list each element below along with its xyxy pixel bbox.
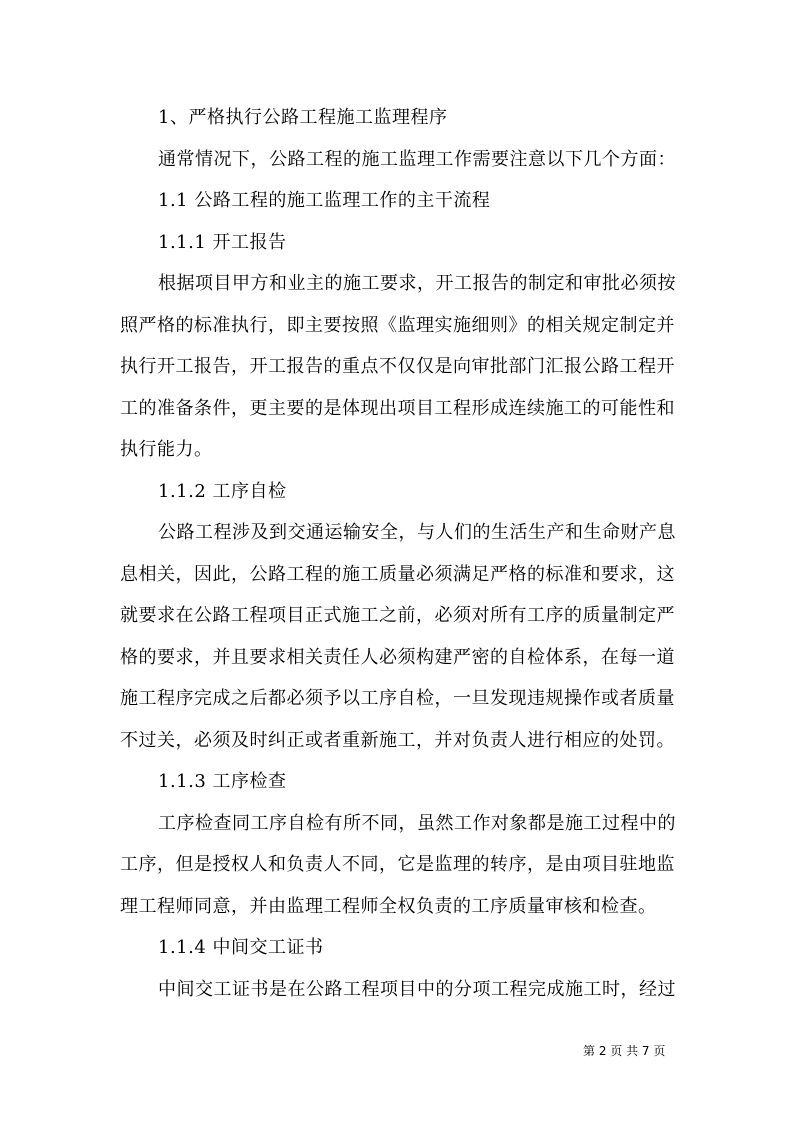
paragraph-line: 工序检查同工序自检有所不同，虽然工作对象都是施工过程中的 <box>158 813 676 834</box>
intro-paragraph: 通常情况下，公路工程的施工监理工作需要注意以下几个方面： <box>158 149 676 170</box>
paragraph-line: 不过关，必须及时纠正或者重新施工，并对负责人进行相应的处罚。 <box>120 730 675 751</box>
subsection-heading-1-1-2: 1.1.2 工序自检 <box>158 481 287 502</box>
paragraph-line: 根据项目甲方和业主的施工要求，开工报告的制定和审批必须按 <box>158 273 676 294</box>
paragraph-line: 施工程序完成之后都必须予以工序自检，一旦发现违规操作或者质量 <box>120 688 675 709</box>
paragraph-line: 中间交工证书是在公路工程项目中的分项工程完成施工时，经过 <box>158 979 676 1000</box>
paragraph-line: 就要求在公路工程项目正式施工之前，必须对所有工序的质量制定严 <box>120 605 675 626</box>
paragraph-line: 工的准备条件，更主要的是体现出项目工程形成连续施工的可能性和 <box>120 398 675 419</box>
paragraph-line: 理工程师同意，并由监理工程师全权负责的工序质量审核和检查。 <box>120 896 657 917</box>
paragraph-line: 公路工程涉及到交通运输安全，与人们的生活生产和生命财产息 <box>158 522 676 543</box>
subsection-heading-1-1: 1.1 公路工程的施工监理工作的主干流程 <box>158 190 491 211</box>
section-heading-1: 1、严格执行公路工程施工监理程序 <box>158 107 448 128</box>
subsection-heading-1-1-3: 1.1.3 工序检查 <box>158 771 287 792</box>
page-number-footer: 第 2 页 共 7 页 <box>583 1044 666 1058</box>
paragraph-line: 照严格的标准执行，即主要按照《监理实施细则》的相关规定制定并 <box>120 315 675 336</box>
subsection-heading-1-1-4: 1.1.4 中间交工证书 <box>158 937 324 958</box>
paragraph-line: 格的要求，并且要求相关责任人必须构建严密的自检体系，在每一道 <box>120 647 675 668</box>
paragraph-line: 执行能力。 <box>120 439 213 460</box>
paragraph-line: 工序，但是授权人和负责人不同，它是监理的转序，是由项目驻地监 <box>120 854 675 875</box>
paragraph-line: 执行开工报告，开工报告的重点不仅仅是向审批部门汇报公路工程开 <box>120 356 675 377</box>
paragraph-line: 息相关，因此，公路工程的施工质量必须满足严格的标准和要求，这 <box>120 564 675 585</box>
subsection-heading-1-1-1: 1.1.1 开工报告 <box>158 232 287 253</box>
